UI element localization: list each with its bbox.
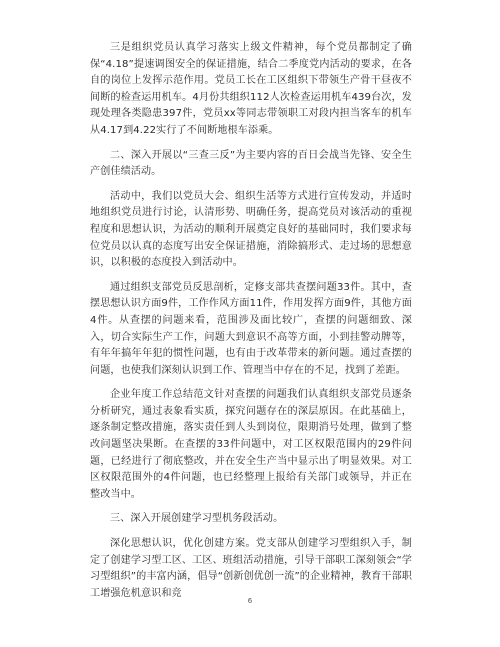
page-number: 6 bbox=[247, 597, 253, 605]
paragraph: 三是组织党员认真学习落实上级文件精神，每个党员都制定了确保“4.18”提速调图安全的保证措施，结合二季度党内活动的要求，在各自的岗位上发挥示范作用。党员工长在工区组织下带领生产骨干昼夜不间断的检查运用机车。4月份共组织112人次检查运用机车439台次，发现处理各类隐患397件，党员xx等同志带领职工对段内担当客车的机车从4.17到4.22实行了不间断地根车添乘。 bbox=[90, 42, 412, 136]
paragraph: 活动中，我们以党员大会、组织生活等方式进行宣传发动，并适时地组织党员进行讨论，认清形势、明确任务，提高党员对该活动的重视程度和思想认识，为活动的顺利开展奠定良好的基础同时，我们要求每位党员以认真的态度写出安全保证措施，消除搞形式、走过场的思想意识，以积极的态度投入到活动中。 bbox=[90, 190, 412, 269]
paragraph: 深化思想认识，优化创建方案。党支部从创建学习型组织入手，制定了创建学习型工区、工区、班组活动措施，引导干部职工深刻领会“学习型组织”的丰富内涵，倡导“创新创优创一流”的企业精神，教育干部职工增强危机意识和竞 bbox=[90, 538, 412, 599]
paragraph: 通过组织支部党员反思剖析，定修支部共查摆问题33件。其中，查摆思想认识方面9件，工作作风方面11件，作用发挥方面9件，其他方面4件。从查摆的问题来看，范围涉及面比较广，查摆的问题细致、深入，切合实际生产工作，问题大到意识不高等方面，小到挂警动牌等，有年年搞年年犯的惯性问题，也有由于改革带来的新问题。通过查摆的问题，也使我们深刻认识到工作、管理当中存在的不足，找到了差距。 bbox=[90, 281, 412, 376]
paragraph: 企业年度工作总结范文针对查摆的问题我们认真组织支部党员逐条分析研究，通过表象看实质，探究问题存在的深层原因。在此基础上，逐条制定整改措施，落实责任到人头到岗位，限期消号处理，做到了整改问题坚决果断。在查摆的33件问题中，对工区权限范围内的29件问题，已经进行了彻底整改，并在安全生产当中显示出了明显效果。对工区权限范围外的4件问题，也已经整理上报给有关部门或领导，并正在整改当中。 bbox=[90, 389, 412, 500]
section-heading: 二、深入开展以“三查三反”为主要内容的百日会战当先锋、安全生产创佳绩活动。 bbox=[90, 149, 412, 178]
document-body bbox=[90, 40, 412, 610]
section-heading: 三、深入开展创建学习型机务段活动。 bbox=[110, 513, 284, 525]
